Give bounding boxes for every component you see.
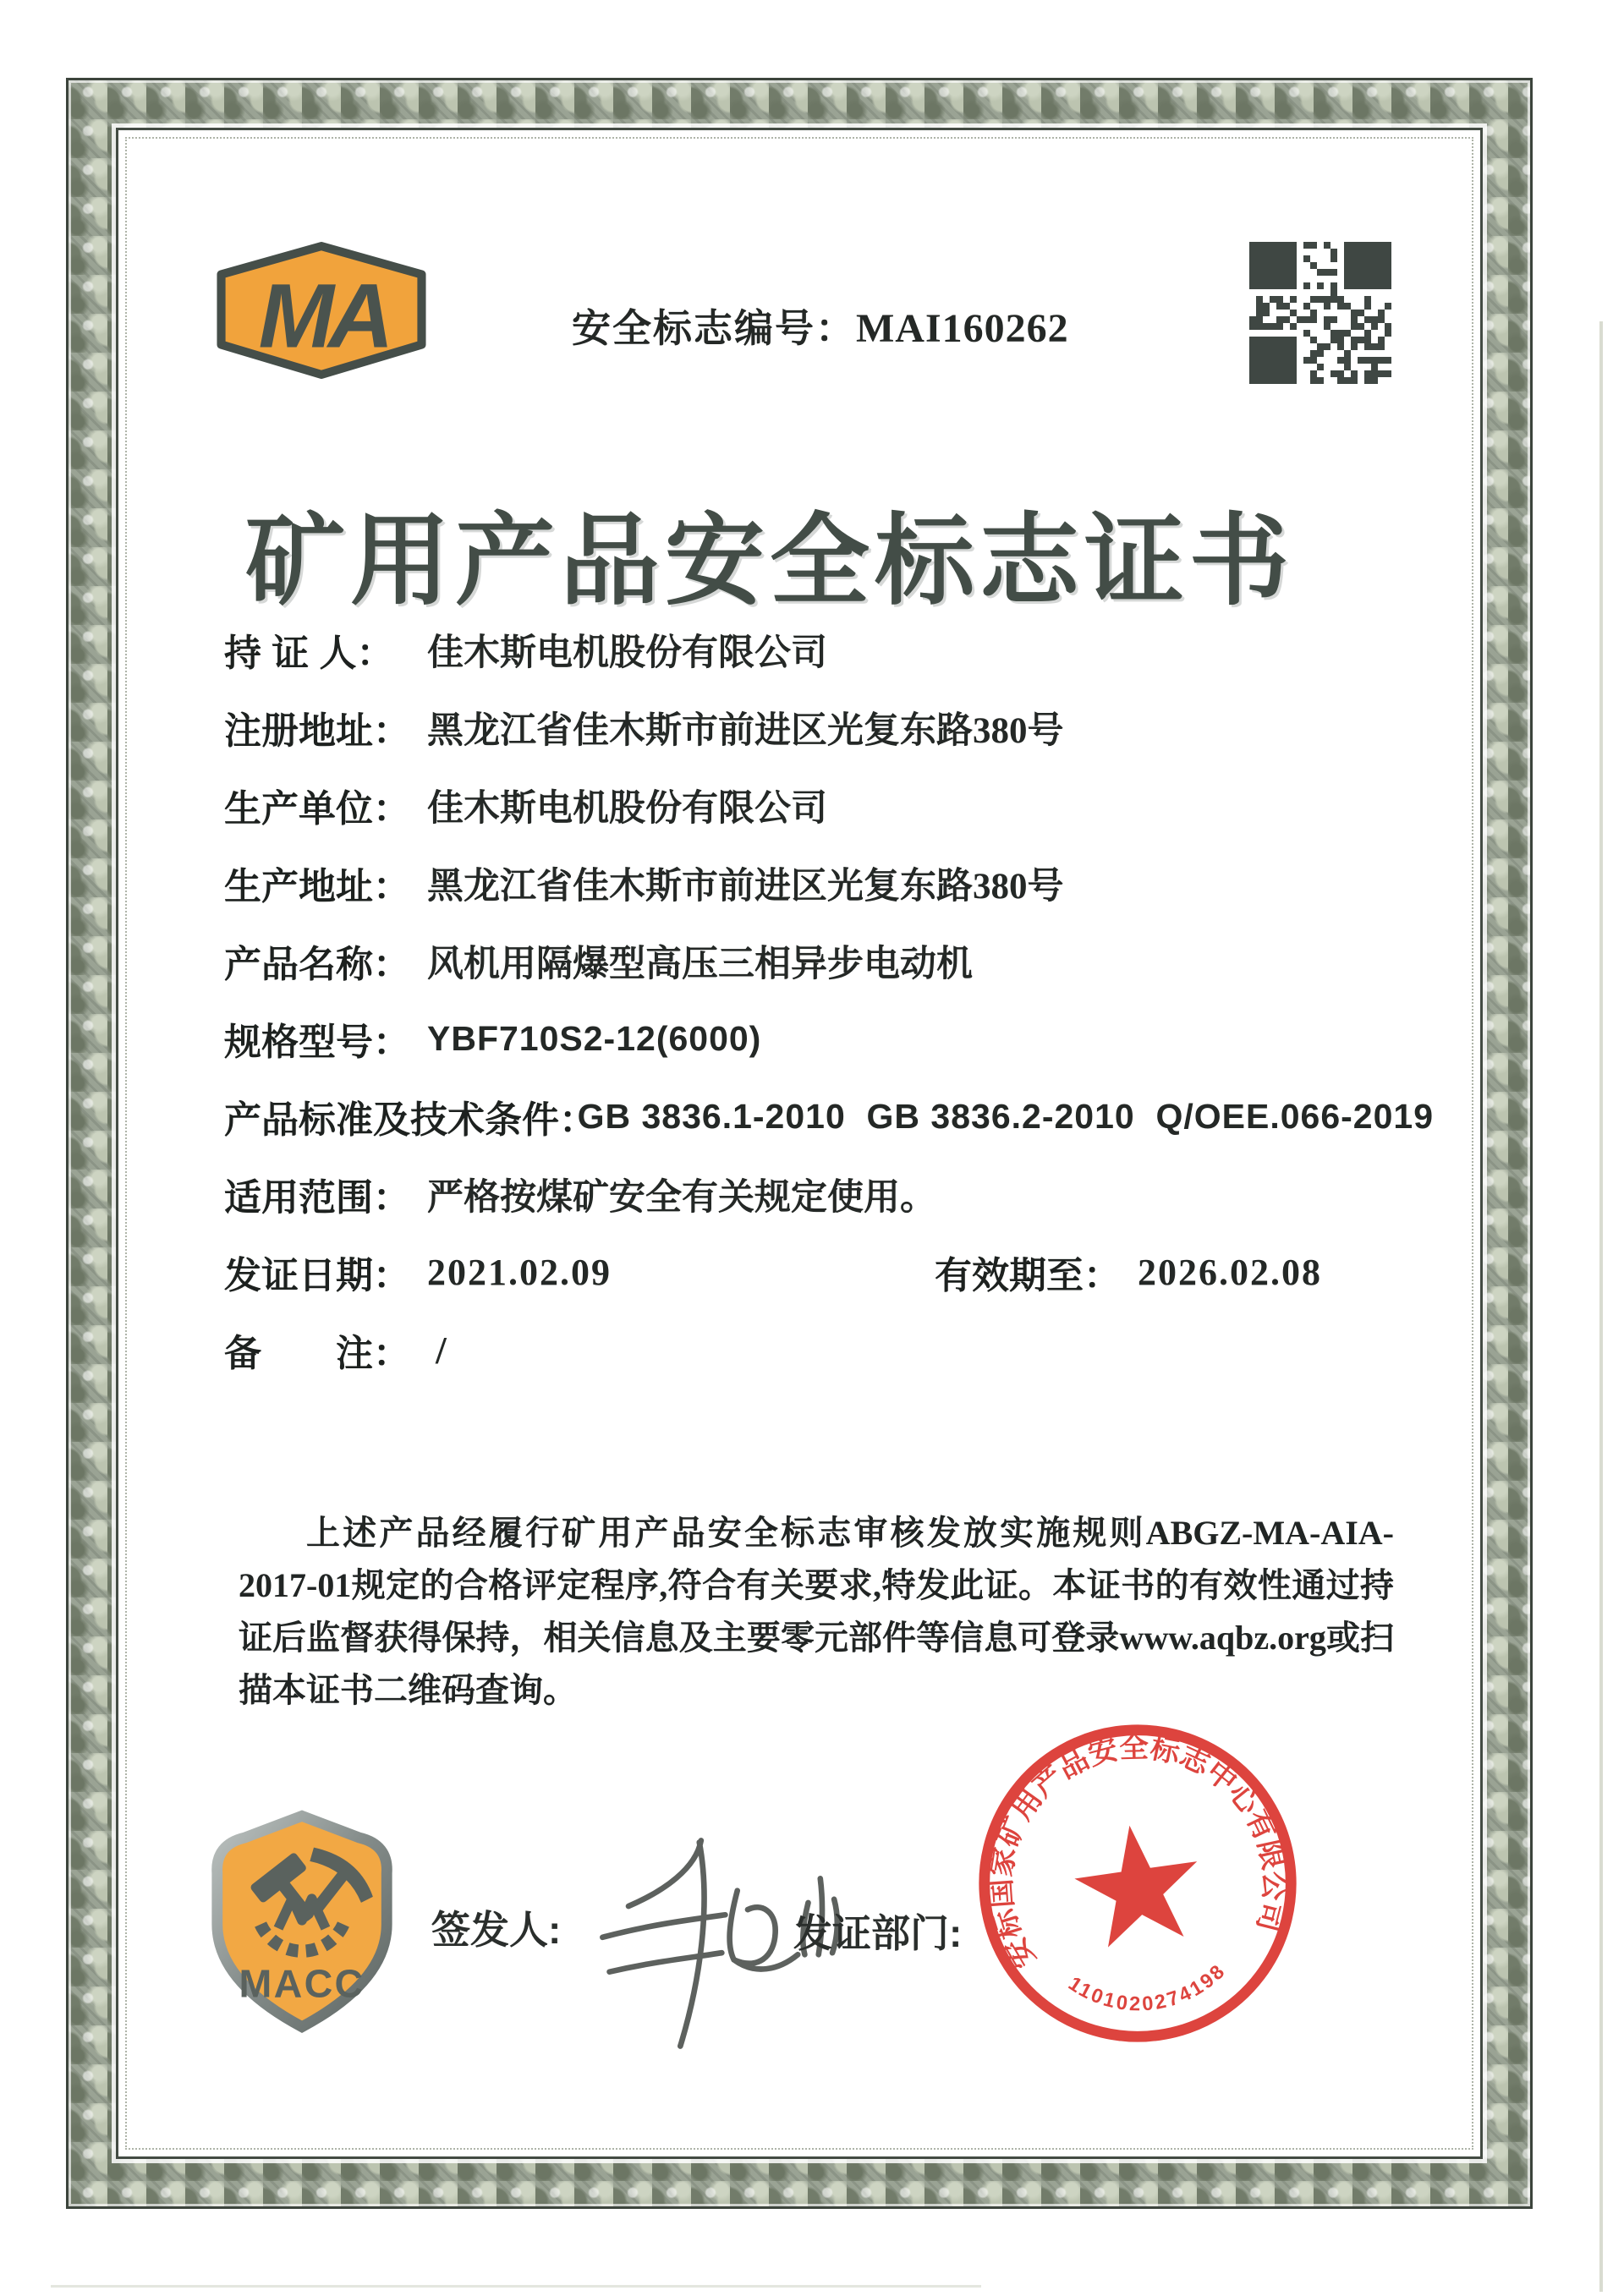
field-label: 生产单位： (224, 788, 410, 830)
certificate-title: 矿用产品安全标志证书 (244, 507, 1294, 617)
issue-date-value: 2021.02.09 (427, 1251, 612, 1293)
field-row-manufacturer (224, 766, 1434, 844)
field-value: 黑龙江省佳木斯市前进区光复东路380号 (427, 710, 1064, 751)
seal-ring-text: 安标国家矿用产品安全标志中心有限公司 (985, 1731, 1291, 1974)
field-label: 规格型号： (224, 1022, 410, 1063)
valid-until-value: 2026.02.08 (1138, 1251, 1322, 1293)
certificate-statement: 上述产品经履行矿用产品安全标志审核发放实施规则ABGZ-MA-AIA-2017-01规定的合格评定程序,符合有关要求,特发此证。本证书的有效性通过持证后监督获得保持，相关信息及主要零元部件等信息可登录www.aqbz.org或扫描本证书二维码查询。 (239, 1514, 1394, 1709)
seal-star (1068, 1817, 1207, 1951)
ma-logo-text: MA (258, 265, 388, 367)
signer-label: 签发人: (431, 1908, 562, 1952)
remark-value: / (436, 1328, 447, 1372)
field-value: 严格按煤矿安全有关规定使用。 (427, 1177, 936, 1218)
scan-artifact-horizontal (51, 2285, 981, 2288)
field-label: 适用范围： (224, 1177, 410, 1219)
field-value: YBF710S2-12(6000) (427, 1018, 762, 1058)
issue-date-label: 发证日期： (224, 1255, 410, 1296)
field-label: 产品标准及技术条件： (224, 1099, 596, 1141)
field-value: GB 3836.1-2010 GB 3836.2-2010 Q/OEE.066-2019 (577, 1096, 1434, 1136)
field-label: 产品名称： (224, 944, 410, 985)
field-value: 风机用隔爆型高压三相异步电动机 (427, 944, 973, 984)
certificate-fields (224, 611, 1434, 1389)
field-value: 黑龙江省佳木斯市前进区光复东路380号 (427, 866, 1064, 907)
qr-code-icon (1249, 242, 1391, 384)
issuing-dept-label: 发证部门: (793, 1911, 963, 1955)
certificate-number-label: 安全标志编号： (572, 307, 856, 350)
field-row-dates (224, 1233, 1434, 1311)
field-row-product-name (224, 922, 1434, 1000)
seal-number: 1101020274198 (1064, 1959, 1232, 2016)
field-row-scope (224, 1155, 1434, 1233)
field-row-reg-address (224, 688, 1434, 766)
field-row-model (224, 1000, 1434, 1077)
macc-shield-text: MACC (239, 1961, 365, 2006)
certificate-number-value: MAI160262 (856, 306, 1069, 351)
ma-logo (210, 242, 433, 379)
scan-artifact-vertical (1599, 321, 1603, 2292)
field-label: 生产地址： (224, 866, 410, 907)
certificate-number-line (572, 298, 1069, 353)
field-label: 注册地址： (224, 710, 410, 752)
field-row-remark (224, 1311, 1434, 1389)
field-value: 佳木斯电机股份有限公司 (427, 788, 827, 829)
field-row-holder (224, 611, 1434, 688)
macc-shield-logo (201, 1808, 403, 2035)
valid-until-label: 有效期至： (935, 1255, 1121, 1296)
red-seal-stamp (950, 1696, 1326, 2072)
field-row-standards (224, 1077, 1434, 1155)
remark-label: 备 注： (224, 1333, 410, 1374)
field-label: 持 证 人： (224, 633, 394, 674)
field-row-prod-address (224, 844, 1434, 922)
field-value: 佳木斯电机股份有限公司 (427, 633, 827, 673)
